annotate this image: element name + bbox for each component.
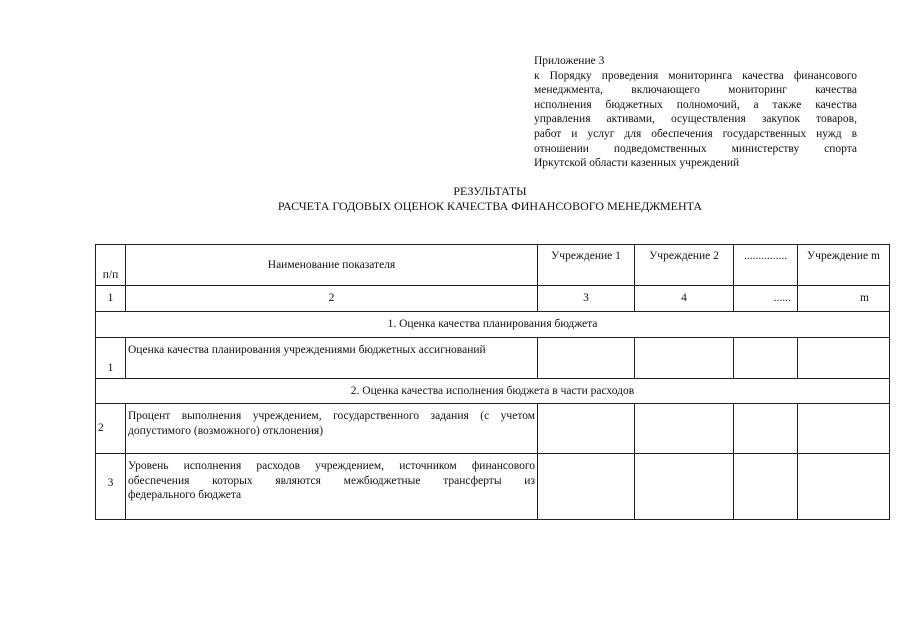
appendix-note [534, 54, 857, 171]
value-cell [538, 404, 635, 454]
row-number: 2 [96, 404, 126, 454]
value-cell [798, 454, 890, 520]
appendix-line: Приложение 3 [534, 55, 605, 67]
value-cell [635, 404, 734, 454]
header-institution-m: Учреждение m [798, 245, 890, 286]
indicator-name-line: Уровень исполнения расходов учреждением, источником финансового [128, 460, 535, 472]
row-number: 3 [96, 454, 126, 520]
indicator-name [126, 454, 538, 520]
indicator-name-line: федерального бюджета [128, 489, 242, 501]
value-cell [798, 338, 890, 379]
appendix-line: менеджмента, включающего мониторинг качества [534, 84, 857, 97]
indicator-name: Оценка качества планирования учреждениями бюджетных ассигнований [126, 338, 538, 379]
value-cell [734, 454, 798, 520]
appendix-line: управления активами, осуществления закупок товаров, [534, 113, 857, 126]
numbering-cell: ...... [734, 286, 798, 312]
indicator-name-line: допустимого (возможного) отклонения) [128, 424, 324, 437]
document-title [0, 184, 905, 214]
table-row [96, 454, 890, 520]
value-cell [635, 338, 734, 379]
value-cell [635, 454, 734, 520]
value-cell [798, 404, 890, 454]
header-institution-1: Учреждение 1 [538, 245, 635, 286]
appendix-line: к Порядку проведения мониторинга качества финансового [534, 69, 857, 82]
value-cell [734, 338, 798, 379]
section-title-1: 1. Оценка качества планирования бюджета [96, 312, 890, 338]
numbering-cell: 2 [126, 286, 538, 312]
title-line-1: РЕЗУЛЬТАТЫ [453, 184, 527, 198]
value-cell [538, 454, 635, 520]
numbering-cell: 3 [538, 286, 635, 312]
indicator-name [126, 404, 538, 454]
appendix-line: Иркутской области казенных учреждений [534, 157, 740, 170]
header-institution-2: Учреждение 2 [635, 245, 734, 286]
indicator-name-line: Процент выполнения учреждением, государственного задания (с учетом [128, 410, 535, 422]
numbering-cell: 4 [635, 286, 734, 312]
section-title-2: 2. Оценка качества исполнения бюджета в части расходов [96, 379, 890, 404]
title-line-2: РАСЧЕТА ГОДОВЫХ ОЦЕНОК КАЧЕСТВА ФИНАНСОВОГО МЕНЕДЖМЕНТА [277, 199, 703, 213]
header-name: Наименование показателя [126, 245, 538, 286]
appendix-line: работ и услуг для обеспечения государственных нужд в [534, 127, 857, 140]
results-table [95, 244, 890, 520]
value-cell [734, 404, 798, 454]
section-row [96, 312, 890, 338]
table-header-row [96, 245, 890, 286]
row-number: 1 [96, 338, 126, 379]
numbering-cell: 1 [96, 286, 126, 312]
value-cell [538, 338, 635, 379]
appendix-line: исполнения бюджетных полномочий, а также качества [534, 98, 857, 111]
header-dots: ............... [734, 245, 798, 286]
table-row [96, 338, 890, 379]
appendix-line: отношении подведомственных министерству спорта [534, 142, 857, 155]
numbering-row [96, 286, 890, 312]
header-num: п/п [96, 245, 126, 286]
numbering-cell: m [798, 286, 890, 312]
table-row [96, 404, 890, 454]
section-row [96, 379, 890, 404]
indicator-name-line: обеспечения которых являются межбюджетные трансферты из [128, 474, 535, 487]
